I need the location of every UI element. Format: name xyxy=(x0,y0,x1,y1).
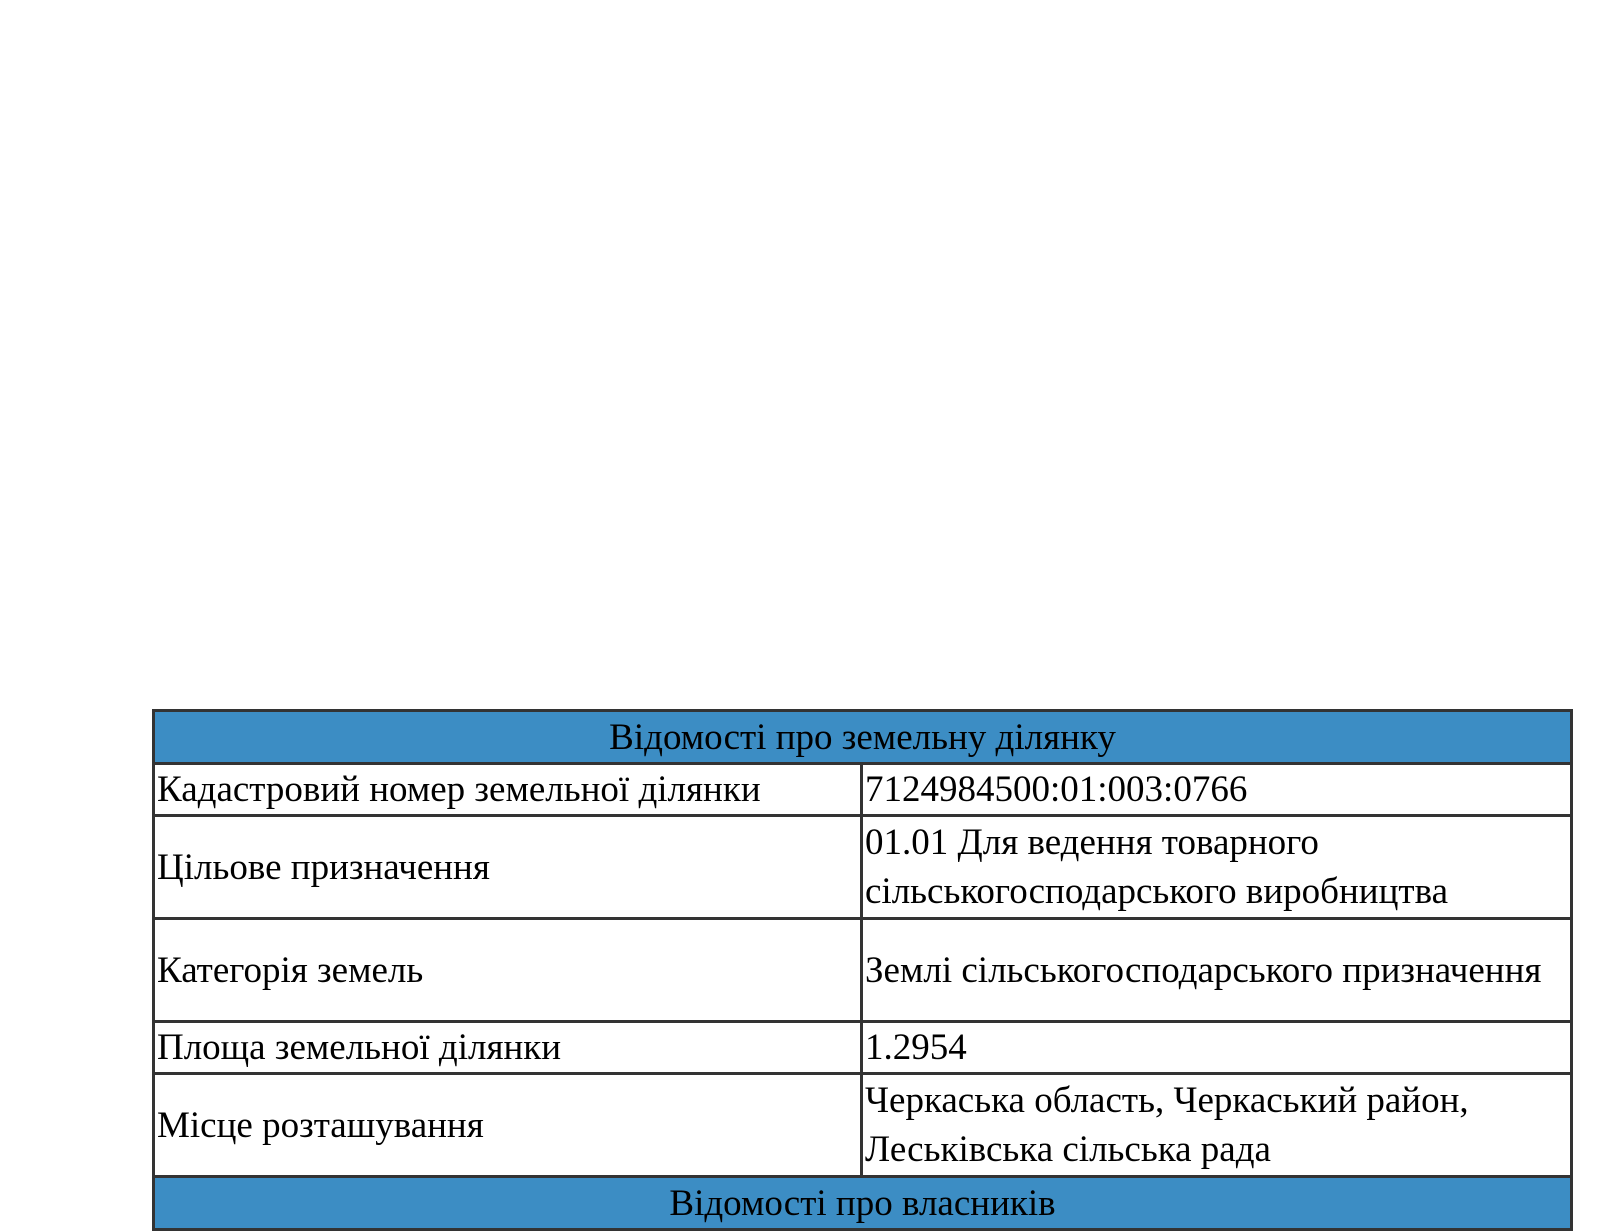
table-row xyxy=(154,1022,1572,1074)
table-row xyxy=(154,919,1572,1022)
row-label-area: Площа земельної ділянки xyxy=(154,1022,862,1074)
table-header-row xyxy=(154,711,1572,764)
row-label-purpose: Цільове призначення xyxy=(154,816,862,919)
table-row xyxy=(154,764,1572,816)
table-header: Відомості про земельну ділянку xyxy=(154,711,1572,764)
row-value-purpose: 01.01 Для ведення товарного сільськогосподарського виробництва xyxy=(862,816,1572,919)
row-label-land-category: Категорія земель xyxy=(154,919,862,1022)
row-label-location: Місце розташування xyxy=(154,1074,862,1177)
table-row xyxy=(154,1074,1572,1177)
land-parcel-info-table xyxy=(152,709,1573,1231)
row-value-land-category: Землі сільськогосподарського призначення xyxy=(862,919,1572,1022)
row-value-location: Черкаська область, Черкаський район, Леськівська сільська рада xyxy=(862,1074,1572,1177)
next-section-header: Відомості про власників xyxy=(154,1177,1572,1230)
row-label-cadastral-number: Кадастровий номер земельної ділянки xyxy=(154,764,862,816)
row-value-cadastral-number: 7124984500:01:003:0766 xyxy=(862,764,1572,816)
row-value-area: 1.2954 xyxy=(862,1022,1572,1074)
table-row xyxy=(154,816,1572,919)
next-section-header-row xyxy=(154,1177,1572,1230)
